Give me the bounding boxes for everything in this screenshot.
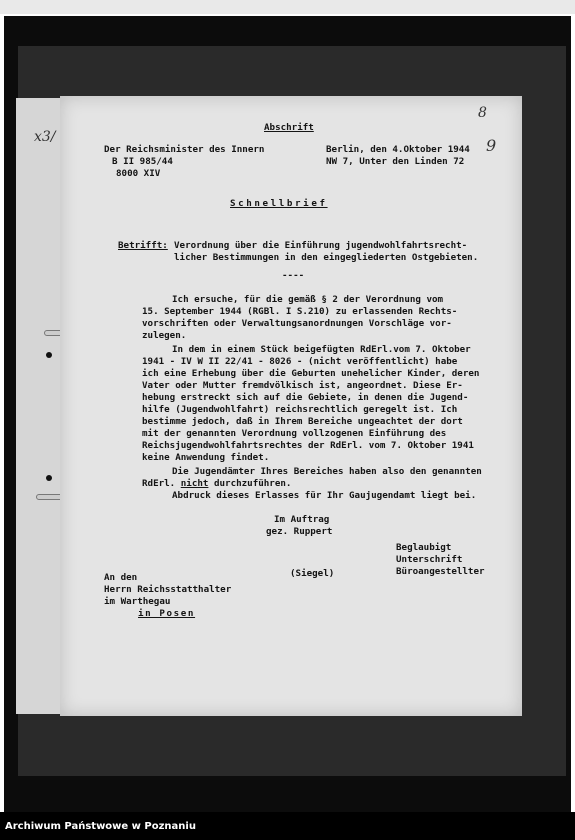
certification-line: Büroangestellter: [396, 566, 485, 577]
body-line: vorschriften oder Verwaltungsanordnungen Vorschläge vor-: [142, 318, 452, 329]
body-line: bestimme jedoch, daß in Ihrem Bereiche ungeachtet der dort: [142, 416, 463, 427]
top-strip: [0, 0, 575, 14]
punch-hole-icon: [46, 352, 52, 358]
recipient-line: An den: [104, 572, 138, 583]
sender: Der Reichsminister des Innern: [104, 144, 265, 155]
body-line: zulegen.: [142, 330, 187, 341]
body-line: keine Anwendung findet.: [142, 452, 270, 463]
document-sheet: [34, 96, 522, 716]
signature-line: Im Auftrag: [274, 514, 330, 525]
certification-line: Beglaubigt: [396, 542, 452, 553]
reference-number: B II 985/44: [112, 156, 173, 167]
body-line: hebung erstreckt sich auf die Gebiete, in denen die Jugend-: [142, 392, 469, 403]
subject-line: Verordnung über die Einführung jugendwohlfahrtsrecht-: [174, 240, 468, 251]
subject-label: Betrifft:: [118, 240, 168, 251]
recipient-line: Herrn Reichsstatthalter: [104, 584, 232, 595]
reference-number: 8000 XIV: [116, 168, 161, 179]
document-type: Schnellbrief: [230, 198, 328, 209]
archive-footer: [0, 812, 575, 840]
body-line: Reichsjugendwohlfahrtsrechtes der RdErl. vom 7. Oktober 1941: [142, 440, 474, 451]
body-line: RdErl. nicht durchzuführen.: [142, 478, 292, 489]
body-line: In dem in einem Stück beigefügten RdErl.vom 7. Oktober: [172, 344, 471, 355]
recipient-line: im Warthegau: [104, 596, 171, 607]
document-heading: Abschrift: [264, 122, 314, 133]
body-line: Abdruck dieses Erlasses für Ihr Gaujugendamt liegt bei.: [172, 490, 477, 501]
body-line: hilfe (Jugendwohlfahrt) reichsrechtlich geregelt ist. Ich: [142, 404, 458, 415]
punch-hole-icon: [46, 475, 52, 481]
signature-line: gez. Ruppert: [266, 526, 333, 537]
place-date: Berlin, den 4.Oktober 1944: [326, 144, 470, 155]
body-line: ich eine Erhebung über die Geburten unehelicher Kinder, deren: [142, 368, 480, 379]
address: NW 7, Unter den Linden 72: [326, 156, 465, 167]
body-line: 15. September 1944 (RGBl. I S.210) zu erlassenden Rechts-: [142, 306, 458, 317]
body-line: Ich ersuche, für die gemäß § 2 der Verordnung vom: [172, 294, 444, 305]
recipient-line: in Posen: [138, 608, 196, 619]
body-line: Die Jugendämter Ihres Bereiches haben also den genannten: [172, 466, 482, 477]
handwritten-number: 9: [486, 136, 497, 155]
body-line: 1941 - IV W II 22/41 - 8026 - (nicht veröffentlicht) habe: [142, 356, 458, 367]
subject-line: licher Bestimmungen in den eingegliederten Ostgebieten.: [174, 252, 479, 263]
body-line: mit der genannten Verordnung vollzogenen Einführung des: [142, 428, 447, 439]
handwritten-number: 8: [478, 105, 487, 121]
certification-line: Unterschrift: [396, 554, 463, 565]
separator: ----: [282, 270, 305, 281]
margin-mark: x3/: [34, 129, 56, 145]
seal-label: (Siegel): [290, 568, 335, 579]
body-line: Vater oder Mutter fremdvölkisch ist, angeordnet. Diese Er-: [142, 380, 463, 391]
archive-name: Archiwum Państwowe w Poznaniu: [5, 821, 196, 832]
